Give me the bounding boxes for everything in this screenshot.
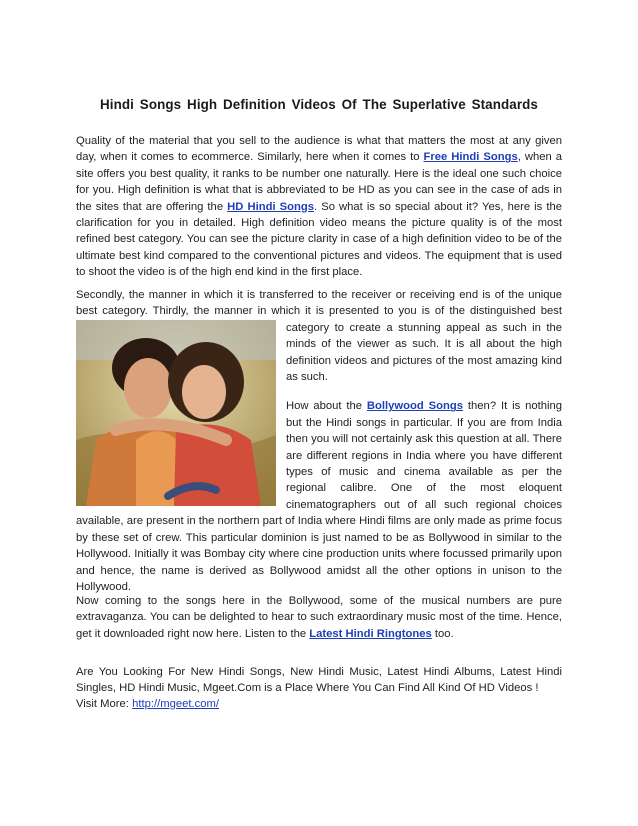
paragraph-text: then? It is nothing but the Hindi songs in particular. If you are from India then you will not certainly ask this question at all. There are different regions in India where you have different types of music and cinema available as per the regional calibre. One of the most eloquent cinematographers out of all such regional choices available, are present in the northern part of India where Hindi films are only made as prime focus by these set of crew. This particular dominion is just named to be as Bollywood in similar to the Hollywood. Initially it was Bombay city where cine production units where focussed primarily upon and hence, the name is derived as Bollywood amidst all the other options in unison to the Hollywood. [76,400,562,593]
hd-hindi-songs-link[interactable]: HD Hindi Songs [227,200,315,213]
paragraph-quality [76,133,562,281]
paragraph-text: . So what is so special about it? Yes, here is the clarification for you in detailed. High definition video means the picture quality is of the most refined best category. You can see the picture clarity in case of a high definition video to be of the ultimate best kind compared to the conventional pictures and videos. The equipment that is used to shoot the video is of the high end kind in the first place. [76,200,562,279]
visit-label: Visit More: [76,698,133,710]
free-hindi-songs-link[interactable]: Free Hindi Songs [423,151,518,164]
paragraph-text: Quality of the material that you sell to the audience is what that matters the most at any given day, when it comes to ecommerce. Similarly, here when it comes to [76,135,562,164]
paragraph-text: Now coming to the songs here in the Bollywood, some of the musical numbers are pure extravaganza. You can be delighted to hear to such extraordinary music most of the time. Hence, get it downloaded right now here. Listen to the [76,595,562,640]
visit-line [76,696,562,712]
latest-hindi-ringtones-link[interactable]: Latest Hindi Ringtones [309,627,432,640]
couple-illustration [76,320,276,506]
paragraph-text: , when a site offers you best quality, it ranks to be number one naturally. Here is the ideal one such choice for you. High definition is what that is abbreviated to be HD as you can see in the case of ads in the sites that are offering the [76,151,562,213]
paragraph-text: too. [431,627,454,640]
paragraph-songs [76,593,562,642]
bollywood-songs-link[interactable]: Bollywood Songs [366,400,464,413]
mgeet-url-link[interactable]: http://mgeet.com/ [132,698,219,710]
paragraph-promo: Are You Looking For New Hindi Songs, New Hindi Music, Latest Hindi Albums, Latest Hindi Singles, HD Hindi Music, Mgeet.Com is a Place Where You Can Find All Kind Of HD Videos ! [76,666,562,695]
bollywood-paragraph-body [76,287,562,595]
page-title: Hindi Songs High Definition Videos Of The Superlative Standards [100,97,538,112]
paragraph-text: How about the [286,400,367,413]
couple-photo [76,320,276,506]
paragraph-text: Secondly, the manner in which it is transferred to the receiver or receiving end is of the unique best category. Thirdly, the manner in which it is presented to you is of the distinguished best category to create a stunning appeal as such in the minds of the viewer as such. It is all about the high definition videos and pictures of the most amazing kind as such. [76,289,562,384]
